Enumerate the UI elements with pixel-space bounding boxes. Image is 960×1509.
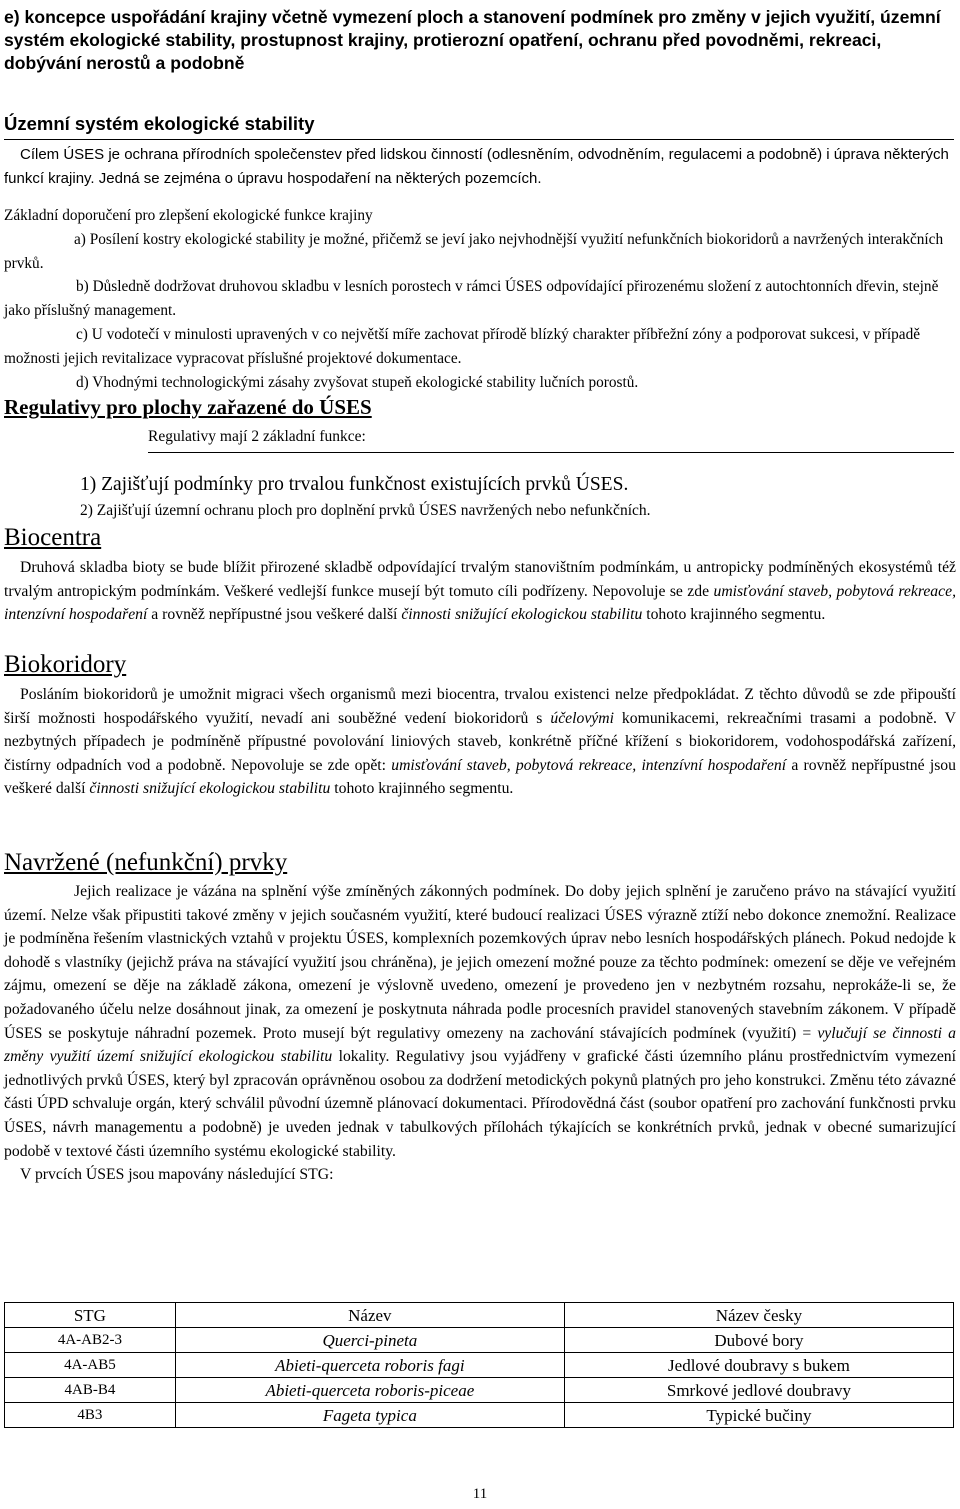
stg-czech-cell: Jedlové doubravy s bukem [564,1353,953,1378]
biokoridory-text: Posláním biokoridorů je umožnit migraci všech organismů mezi biocentra, trvalou existenci nelze předpokládat. Z těchto důvodů se zde připouští širší možnosti hospodářského využití, nevadí ani souběžné vedení biokoridorů s účelovými komunikacemi, rekreačními trasami a podobně. V nezbytných případech je podmíněně přípustné povolování liniových staveb, konkrétně příčné křížení s biokoridorem, vodohospodářská zařízení, čistírny odpadních vod a podobně. Nepovoluje se zde opět: umisťování staveb, pobytová rekreace, intenzívní hospodaření a rovněž nepřípustné jsou veškeré další činnosti snižující ekologickou stabilitu tohoto krajinného segmentu. [4,686,956,798]
recommendation-a: a) Posílení kostry ekologické stability je možné, přičemž se jeví jako nejvhodnější využití nefunkčních biokoridorů a navržených interakčních prvků. [4,230,944,272]
uses-goal-block [4,143,956,190]
recommendation-d: d) Vhodnými technologickými zásahy zvyšovat stupeň ekologické stability lučních porostů. [76,373,639,391]
biokoridory-block [4,683,956,801]
table-row [5,1328,954,1353]
stg-table-header-row [5,1303,954,1328]
stg-czech-cell: Typické bučiny [564,1403,953,1428]
recommendation-b: b) Důsledně dodržovat druhovou skladbu v lesních porostech v rámci ÚSES odpovídající přirozenému složení z autochtonních dřevin, stejně jako příslušný management. [4,278,939,320]
stg-header-code: STG [5,1303,176,1328]
recommendation-c: c) U vodotečí v minulosti upravených v co největší míře zachovat přírodě blízký charakter příbřežní zóny a podporovat sukcesi, v případě možnosti jejich revitalizace vypracovat příslušné projektové dokumentace. [4,325,921,367]
stg-latin-cell: Querci-pineta [175,1328,564,1353]
recommendations-title: Základní doporučení pro zlepšení ekologické funkce krajiny [4,207,373,224]
stg-code-cell: 4B3 [5,1403,176,1428]
biocentra-text: Druhová skladba bioty se bude blížit přirozené skladbě odpovídající trvalým stanovištním podmínkám, u antropicky podmíněných ekosystémů též trvalým antropickým podmínkám. Veškeré vedlejší funkce musejí být tomuto cíli podřízeny. Nepovoluje se zde umisťování staveb, pobytová rekreace, intenzívní hospodaření a rovněž nepřípustné jsou veškeré další činnosti snižující ekologickou stabilitu tohoto krajinného segmentu. [4,559,957,624]
biocentra-heading: Biocentra [4,524,102,551]
stg-latin-cell: Abieti-querceta roboris-piceae [175,1378,564,1403]
uses-goal-text: Cílem ÚSES je ochrana přírodních společenstev před lidskou činností (odlesněním, odvodněním, regulacemi a podobně) i úprava některých funkcí krajiny. Jedná se zejména o úpravu hospodaření na některých pozemcích. [4,146,949,187]
stg-latin-cell: Fageta typica [175,1403,564,1428]
stg-table [4,1302,954,1428]
table-row [5,1378,954,1403]
table-row [5,1403,954,1428]
stg-czech-cell: Dubové bory [564,1328,953,1353]
stg-intro: V prvcích ÚSES jsou mapovány následující STG: [20,1166,334,1184]
biocentra-block [4,556,956,627]
biokoridory-heading: Biokoridory [4,651,127,678]
navrzene-heading: Navržené (nefunkční) prvky [4,849,288,876]
stg-header-czech-name: Název česky [564,1303,953,1328]
stg-code-cell: 4A-AB2-3 [5,1328,176,1353]
regulations-subtitle: Regulativy mají 2 základní funkce: [148,426,954,453]
uses-heading: Územní systém ekologické stability [4,112,954,140]
regulations-function-1: 1) Zajišťují podmínky pro trvalou funkčnost existujících prvků ÚSES. [80,474,629,495]
regulations-heading: Regulativy pro plochy zařazené do ÚSES [4,395,372,419]
page-number: 11 [472,1486,488,1502]
section-title: e) koncepce uspořádání krajiny včetně vymezení ploch a stanovení podmínek pro změny v jejich využití, územní systém ekologické stability, prostupnost krajiny, protierozní opatření, ochranu před povodněmi, rekreaci, dobývání nerostů a podobně [4,7,941,73]
navrzene-block [4,880,956,1187]
stg-code-cell: 4AB-B4 [5,1378,176,1403]
table-row [5,1353,954,1378]
navrzene-text: Jejich realizace je vázána na splnění výše zmíněných zákonných podmínek. Do doby jejich splnění je zaručeno právo na stávající využití území. Nelze však připustiti takové změny v jejich současném využití, které budoucí realizaci ÚSES výrazně ztíží nebo dokonce znemožní. Realizace je podmíněna řešením vlastnických vztahů v projektu ÚSES, komplexních pozemkových úprav nebo lesních hospodářských plánech. Pokud nedojde k dohodě s vlastníky (jejichž práva na stávající využití jsou chráněna), je jejich omezení možné pouze za těchto podmínek: omezení se děje ve veřejném zájmu, omezení se děje na základě zákona, omezení je výslovně uvedeno, omezení je provedeno jen v nezbytném rozsahu, neprokáže-li se, že požadovaného účelu nelze dosáhnout jinak, za omezení je poskytnuta náhrada podle procesních pravidel stanovených stavebním zákonem. V případě ÚSES se poskytuje náhradní pozemek. Proto musejí být regulativy omezeny na zachování stávajících podmínek (využití) = vylučují se činnosti a změny využití území snižující ekologickou stabilitu lokality. Regulativy jsou vyjádřeny v grafické části územního plánu prostřednictvím vymezení jednotlivých prvků ÚSES, který byl zpracován oprávněnou osobou za dodržení metodických pokynů platných pro jeho konstrukci. Změnu této závazné části ÚPD schvaluje orgán, který schválil původní územně plánovací dokumentaci. Přírodovědná část (soubor opatření pro zachování funkčnosti prvku ÚSES, návrh managementu a podobně) je uveden jednak v tabulkových přílohách týkajících se konkrétních prvků, jednak v obecné sumarizující podobě v textové části územního systému ekologické stability. [4,883,956,1160]
stg-code-cell: 4A-AB5 [5,1353,176,1378]
stg-header-name: Název [175,1303,564,1328]
stg-czech-cell: Smrkové jedlové doubravy [564,1378,953,1403]
recommendations-block [4,204,956,394]
regulations-function-2: 2) Zajišťují územní ochranu ploch pro doplnění prvků ÚSES navržených nebo nefunkčních. [80,502,651,519]
stg-latin-cell: Abieti-querceta roboris fagi [175,1353,564,1378]
